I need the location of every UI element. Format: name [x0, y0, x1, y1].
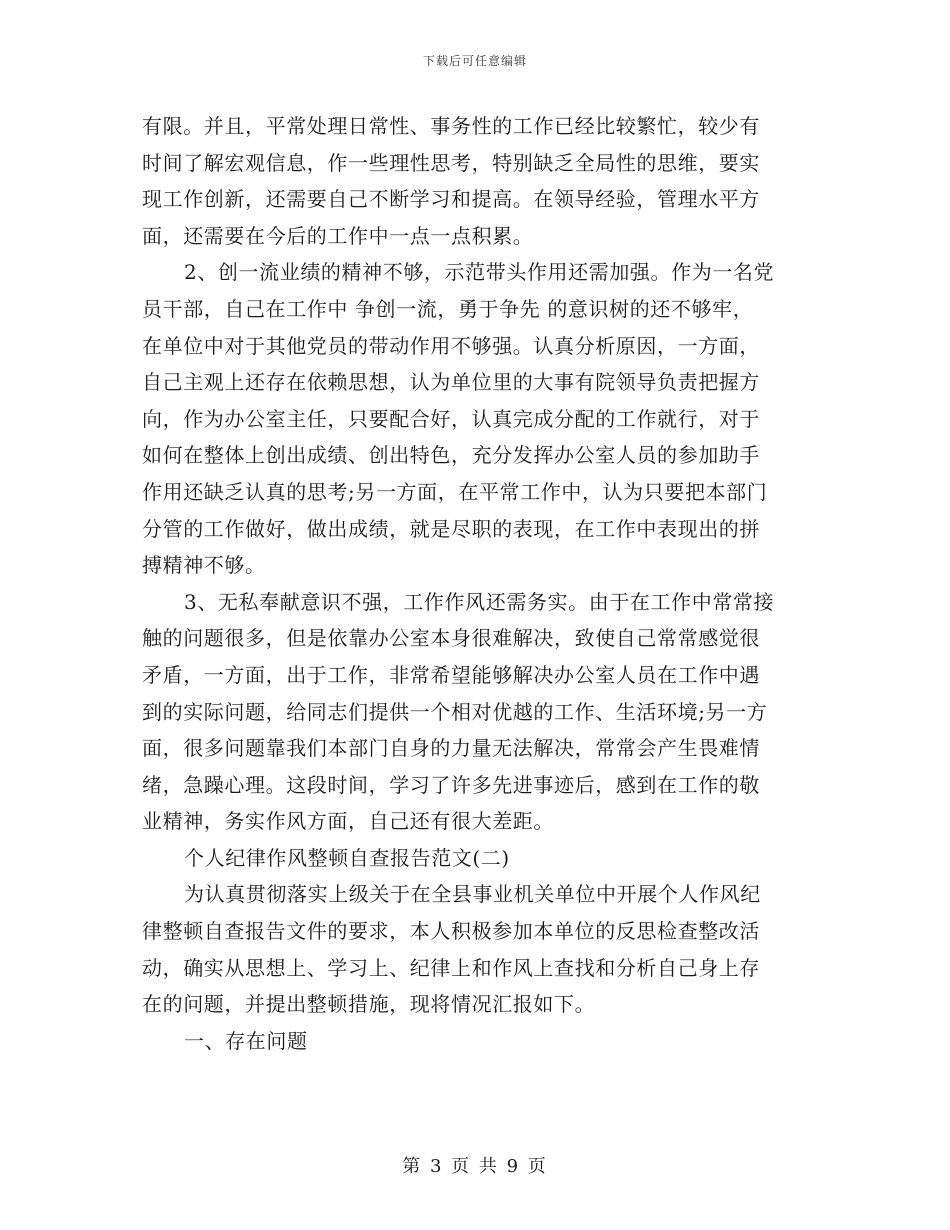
paragraph-start: 2、创一流业绩的精神不够，示范带头作用还需加强。作为一名党	[184, 260, 775, 285]
page-number: 第 3 页 共 9 页	[402, 1156, 548, 1177]
text-line: 在的问题，并提出整顿措施，现将情况汇报如下。	[142, 992, 596, 1017]
subsection-heading: 一、存在问题	[184, 1028, 308, 1053]
text-line: 业精神，务实作风方面，自己还有很大差距。	[142, 809, 554, 834]
text-line: 员干部，自己在工作中 争创一流，勇于争先 的意识树的还不够牢，	[142, 296, 754, 321]
text-line: 矛盾，一方面，出于工作，非常希望能够解决办公室人员在工作中遇	[142, 662, 760, 687]
paragraph-start: 为认真贯彻落实上级关于在全县事业机关单位中开展个人作风纪	[184, 882, 761, 907]
text-line: 有限。并且，平常处理日常性、事务性的工作已经比较繁忙，较少有	[142, 114, 760, 138]
text-line: 搏精神不够。	[142, 553, 266, 578]
paragraph-start: 3、无私奉献意识不强，工作作风还需务实。由于在工作中常常接	[184, 589, 775, 614]
text-line: 在单位中对于其他党员的带动作用不够强。认真分析原因，一方面，	[142, 333, 760, 358]
text-line: 动，确实从思想上、学习上、纪律上和作风上查找和分析自己身上存	[142, 955, 760, 980]
text-line: 自己主观上还存在依赖思想，认为单位里的大事有院领导负责把握方	[142, 370, 760, 395]
text-line: 向，作为办公室主任，只要配合好，认真完成分配的工作就行，对于	[142, 406, 760, 431]
section-heading: 个人纪律作风整顿自查报告范文(二)	[184, 845, 510, 870]
text-line: 分管的工作做好，做出成绩，就是尽职的表现，在工作中表现出的拼	[142, 516, 760, 541]
document-body	[142, 108, 812, 1059]
text-line: 绪，急躁心理。这段时间，学习了许多先进事迹后，感到在工作的敬	[142, 772, 760, 797]
text-line: 面，还需要在今后的工作中一点一点积累。	[142, 223, 534, 248]
text-line: 时间了解宏观信息，作一些理性思考，特别缺乏全局性的思维，要实	[142, 150, 760, 175]
text-line: 律整顿自查报告文件的要求，本人积极参加本单位的反思检查整改活	[142, 919, 760, 944]
text-line: 现工作创新，还需要自己不断学习和提高。在领导经验，管理水平方	[142, 187, 760, 212]
text-line: 如何在整体上创出成绩、创出特色，充分发挥办公室人员的参加助手	[142, 443, 760, 468]
text-line: 到的实际问题，给同志们提供一个相对优越的工作、生活环境;另一方	[142, 699, 768, 724]
text-line: 触的问题很多，但是依靠办公室本身很难解决，致使自己常常感觉很	[142, 626, 760, 651]
text-line: 面，很多问题靠我们本部门自身的力量无法解决，常常会产生畏难情	[142, 736, 760, 761]
download-note: 下载后可任意编辑	[422, 54, 527, 68]
text-line: 作用还缺乏认真的思考;另一方面，在平常工作中，认为只要把本部门	[142, 479, 768, 504]
